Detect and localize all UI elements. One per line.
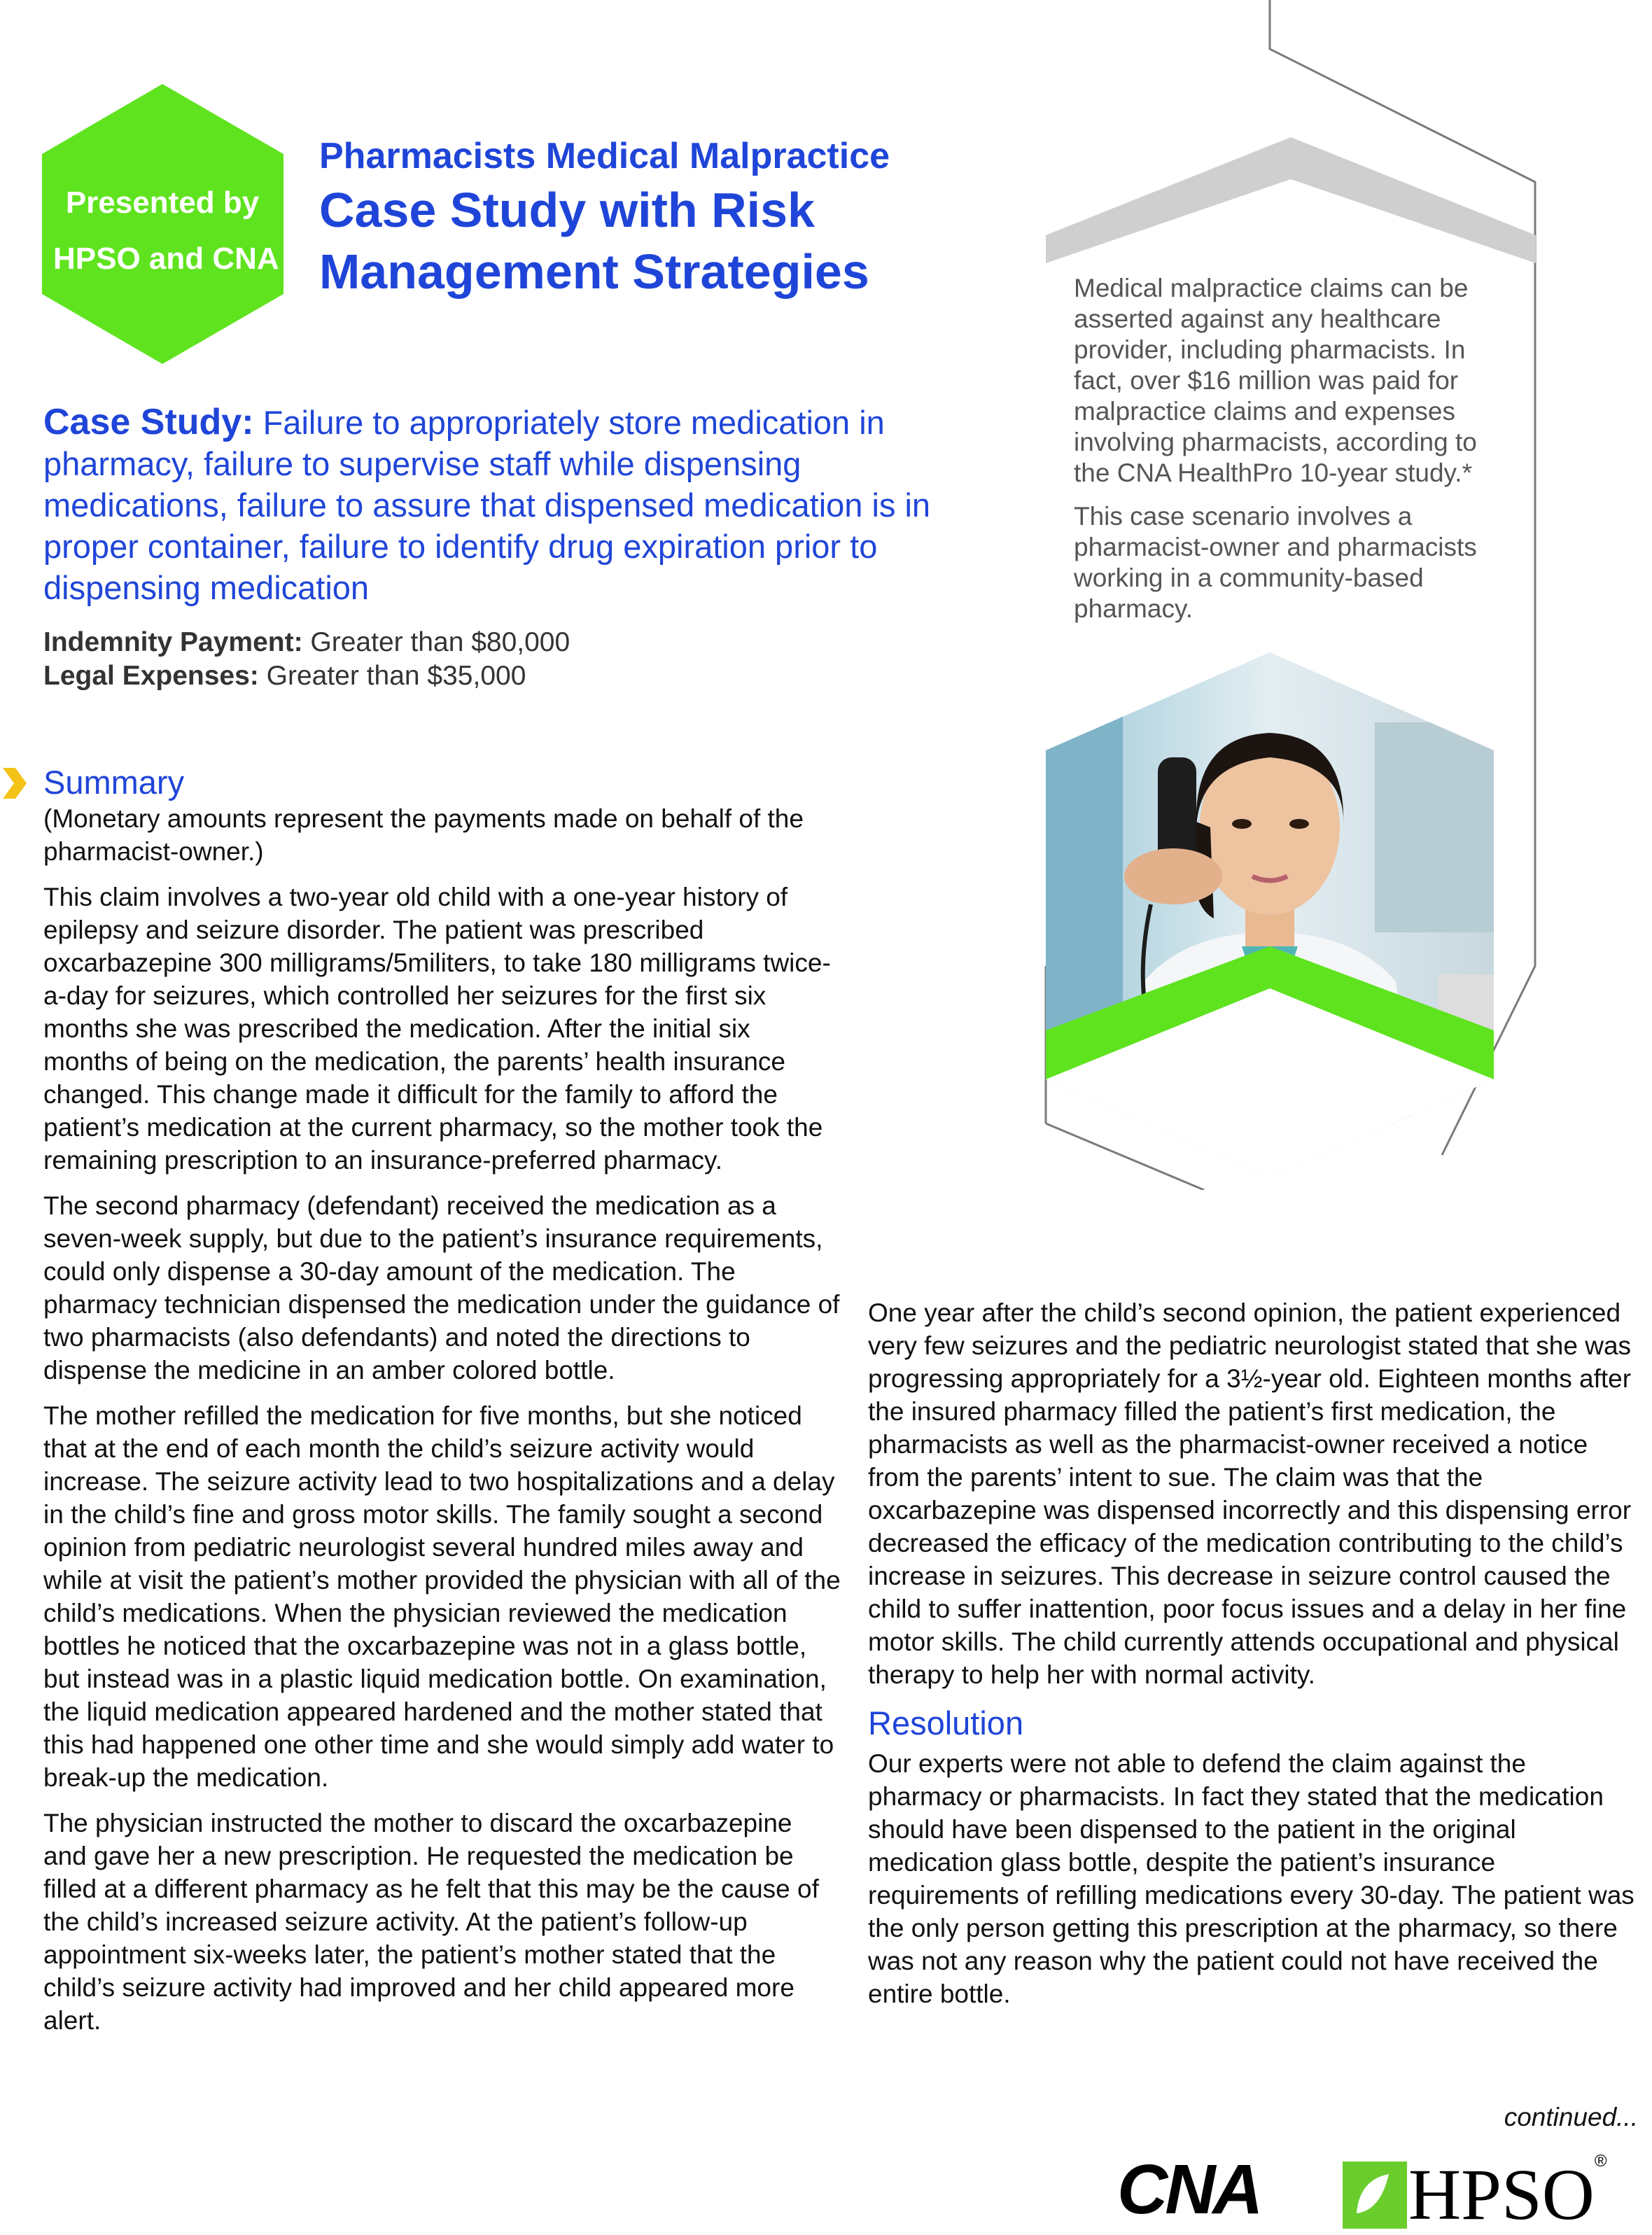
case-study-heading (43, 402, 974, 608)
continued-note: continued... (1504, 2103, 1638, 2131)
indemnity-value: Greater than $80,000 (310, 627, 570, 657)
title-line-3: Management Strategies (319, 244, 869, 299)
sidebar-intro (1074, 273, 1508, 637)
pharmacist-photo (1046, 652, 1494, 1177)
summary-paragraph-4: The physician instructed the mother to discard the oxcarbazepine and gave her a new prescription. He requested the medication be filled at a different pharmacy as he felt that this may be the cause of the child’s increased seizure activity. At the patient’s follow-up appointment six-weeks later, the patient’s mother stated that the child’s seizure activity had improved and her child appeared more alert. (43, 1809, 819, 2035)
title-line-1: Pharmacists Medical Malpractice (319, 136, 890, 176)
presented-by-badge-text (43, 175, 281, 287)
title-line-2: Case Study with Risk (319, 183, 815, 237)
document-title (319, 133, 1019, 302)
payment-summary (43, 626, 743, 693)
grey-chevron-shape (1046, 137, 1536, 263)
summary-heading: Summary (43, 764, 185, 801)
indemnity-label: Indemnity Payment: (43, 627, 303, 657)
sidebar-paragraph-2: This case scenario involves a pharmacist-owner and pharmacists working in a community-based pharmacy. (1074, 502, 1477, 623)
case-study-label: Case Study: (43, 402, 254, 442)
indemnity-payment-row (43, 626, 743, 659)
hpso-logo-text: HPSO (1408, 2155, 1595, 2235)
cna-logo: CNA (1117, 2150, 1261, 2229)
summary-paragraph-3: The mother refilled the medication for five months, but she noticed that at the end of each month the child’s seizure activity would increase. The seizure activity lead to two hospitalizations and a delay in the child’s fine and gross motor skills. The family sought a second opinion from pediatric neurologist several hundred miles away and while at visit the patient’s mother provided the physician with all of the child’s medications. When the physician reviewed the medication bottles he noticed that the oxcarbazepine was not in a glass bottle, but instead was in a plastic liquid medication bottle. On examination, the liquid medication appeared hardened and the mother stated that this had happened one other time and she would simply add water to break-up the medication. (43, 1401, 841, 1792)
registered-mark: ® (1594, 2152, 1607, 2171)
legal-expenses-row (43, 659, 743, 693)
legal-label: Legal Expenses: (43, 661, 259, 691)
summary-paragraph-1: This claim involves a two-year old child with a one-year history of epilepsy and seizure disorder. The patient was prescribed oxcarbazepine 300 milligrams/5militers, to take 180 milligrams twice-a-day for seizures, which controlled her seizures for the first six months she was prescribed the medication. After the initial six months of being on the medication, the parents’ health insurance changed. This change made it difficult for the family to afford the patient’s medication at the current pharmacy, so the mother took the remaining prescription to an insurance-preferred pharmacy. (43, 883, 831, 1175)
right-paragraph-1: One year after the child’s second opinion, the patient experienced very few seizures and the pediatric neurologist stated that she was progressing appropriately for a 3½-year old. Eighteen months after the insured pharmacy filled the patient’s first medication, the pharmacists as well as the pharmacist-owner received a notice from the parents’ intent to sue. The claim was that the oxcarbazepine was dispensed incorrectly and this dispensing error decreased the efficacy of the medication contributing to the child’s increase in seizures. This decrease in seizure control caused the child to suffer inattention, poor focus issues and a delay in her fine motor skills. The child currently attends occupational and physical therapy to help her with normal activity. (868, 1298, 1632, 1689)
case-study-description: Failure to appropriately store medication in pharmacy, failure to supervise staff while dispensing medications, failure to assure that dispensed medication is in proper container, failure to identify drug expiration prior to dispensing medication (43, 404, 931, 606)
summary-paragraph-2: The second pharmacy (defendant) received the medication as a seven-week supply, but due to the patient’s insurance requirements, could only dispense a 30-day amount of the medication. The pharmacy technician dispensed the medication under the guidance of two pharmacists (also defendants) and noted the directions to dispense the medicine in an amber colored bottle. (43, 1191, 840, 1385)
resolution-heading: Resolution (868, 1704, 1024, 1742)
summary-note: (Monetary amounts represent the payments made on behalf of the pharmacist-owner.) (43, 804, 804, 866)
badge-line-2: HPSO and CNA (53, 241, 279, 276)
resolution-paragraph: Our experts were not able to defend the claim against the pharmacy or pharmacists. In fact they stated that the medication should have been dispensed to the patient in the original medication glass bottle, despite the patient’s insurance requirements of refilling medications every 30-day. The patient was the only person getting this prescription at the pharmacy, so there was not any reason why the patient could not have received the entire bottle. (868, 1749, 1634, 2008)
summary-arrow-icon (0, 768, 28, 799)
badge-line-1: Presented by (65, 185, 260, 220)
hpso-leaf-icon (1343, 2162, 1407, 2229)
legal-value: Greater than $35,000 (266, 661, 526, 691)
hpso-logo (1343, 2152, 1607, 2235)
right-column (868, 1296, 1638, 2023)
sidebar-paragraph-1: Medical malpractice claims can be asserted against any healthcare provider, including pharmacists. In fact, over $16 million was paid for malpractice claims and expenses involving pharmacists, according to the CNA HealthPro 10-year study.* (1074, 274, 1477, 487)
summary-section (43, 763, 841, 2050)
